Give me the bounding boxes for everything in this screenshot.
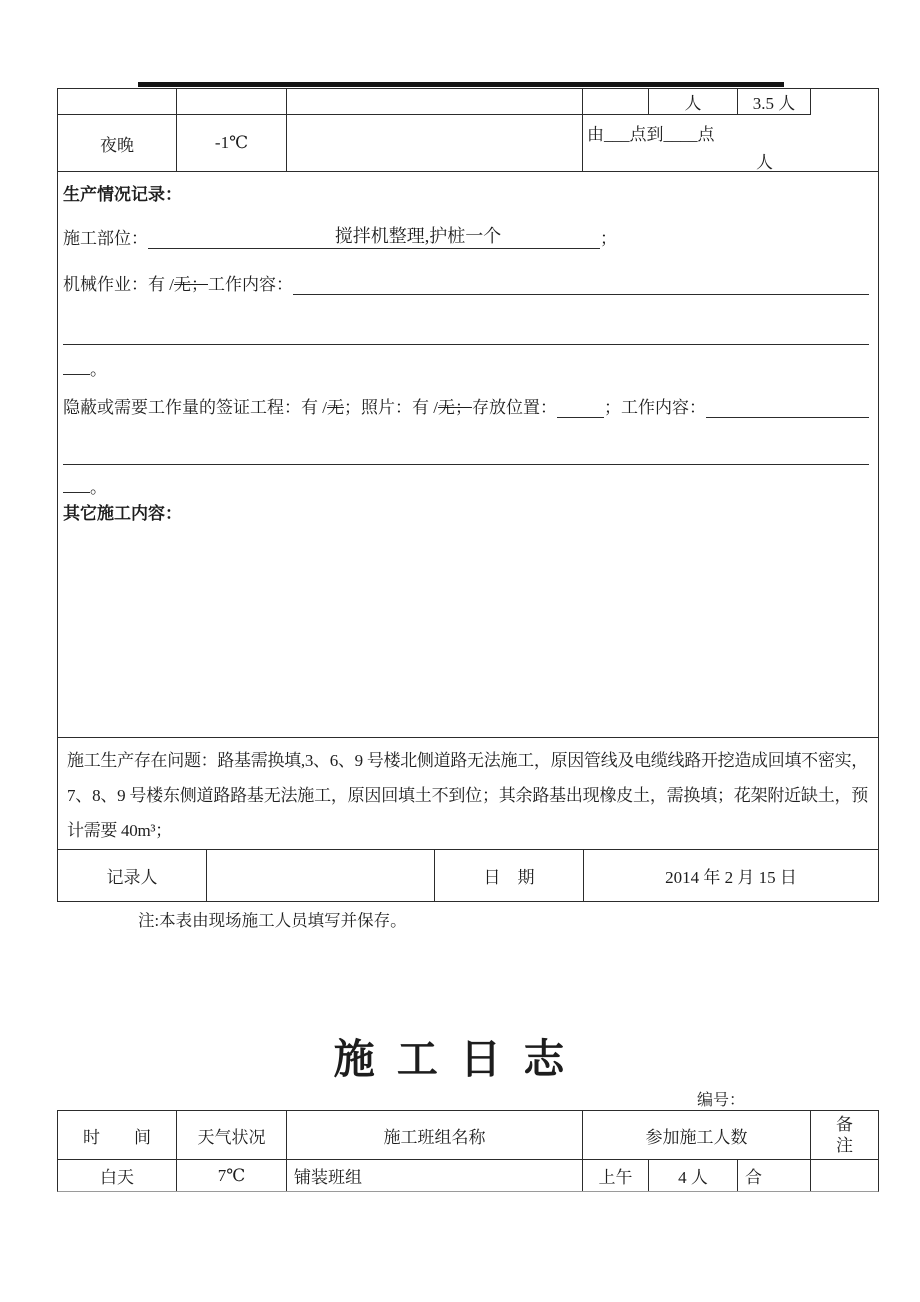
short-blank: [63, 359, 90, 375]
second-log-grid: [58, 1111, 878, 1191]
storage-blank: [557, 417, 604, 418]
machine-content-label: 工作内容：: [207, 275, 293, 294]
machine-content-blank: [293, 271, 869, 295]
production-problems-cell: 施工生产存在问题：路基需换填,3、6、9 号楼北侧道路无法施工，原因管线及电缆线路开挖造成回填不密实，7、8、9 号楼东侧道路路基无法施工，原因回填土不到位；其余路基出现橡皮土，需换填；花架附近缺土，预计需要 40m³；: [58, 738, 878, 850]
machine-work-line: [63, 272, 869, 295]
hidden-none-strikethrough: 无: [326, 398, 344, 417]
signature-row: [58, 850, 878, 901]
header-count-cell: 参加施工人数: [583, 1111, 811, 1160]
shift-time-blank: 由___点到____点: [587, 125, 715, 144]
hidden-work-line: [63, 396, 869, 418]
work-content-label: ；工作内容：: [603, 398, 706, 417]
cell-empty: [287, 115, 583, 172]
site-fill-in: 搅拌机整理,护桩一个: [148, 222, 600, 249]
cell-empty: [583, 89, 649, 115]
production-heading: 生产情况记录：: [63, 185, 182, 204]
cell-empty: [287, 89, 583, 115]
header-remark-cell: [811, 1111, 878, 1160]
blank-period-line: [63, 473, 107, 498]
production-record-section: [58, 172, 878, 738]
table-top-thick-border: [138, 82, 784, 87]
table-footnote: 注:本表由现场施工人员填写并保存。: [138, 911, 407, 930]
header-crew-cell: 施工班组名称: [287, 1111, 583, 1160]
machine-label: 机械作业：有 /: [63, 275, 174, 294]
continuation-rule: [63, 464, 869, 465]
photo-none-strikethrough: 无；: [437, 398, 472, 417]
night-label-cell: 夜晚: [58, 115, 177, 172]
total-label-cell: 合: [738, 1160, 811, 1191]
shift-person-unit: 人: [756, 153, 773, 172]
night-shift-cell: [583, 115, 811, 172]
worker-count-value-cell: 3.5 人: [738, 89, 811, 115]
date-value-cell: 2014 年 2 月 15 日: [665, 868, 797, 887]
machine-none-strikethrough: 无；: [173, 275, 208, 294]
morning-label-cell: 上午: [583, 1160, 649, 1191]
other-content-heading: 其它施工内容：: [63, 504, 182, 523]
cell-empty: [177, 89, 287, 115]
blank-period-line: [63, 355, 107, 380]
day-temperature-cell: 7℃: [177, 1160, 287, 1191]
site-label: 施工部位：: [63, 229, 148, 248]
daily-log-table: [57, 88, 879, 902]
log-sheet-title: 施 工 日 志: [333, 1036, 571, 1082]
storage-label: 存放位置：: [471, 398, 557, 417]
recorder-value-cell: [207, 850, 435, 901]
crew-name-cell: 铺装班组: [287, 1160, 583, 1191]
recorder-label-cell: 记录人: [58, 850, 207, 901]
day-label-cell: 白天: [58, 1160, 177, 1191]
hidden-label: 隐蔽或需要工作量的签证工程：有 /: [63, 398, 327, 417]
header-weather-cell: 天气状况: [177, 1111, 287, 1160]
worker-count-unit-cell: 人: [649, 89, 738, 115]
remark-label: 备注: [836, 1115, 853, 1155]
morning-count-cell: 4 人: [649, 1160, 738, 1191]
period: 。: [90, 478, 107, 497]
remark-value-cell: [811, 1160, 878, 1191]
photo-label: ；照片：有 /: [343, 398, 438, 417]
second-log-table: [57, 1110, 879, 1192]
short-blank: [63, 477, 90, 493]
work-content-blank: [706, 395, 869, 418]
weather-shift-table: [58, 89, 878, 172]
header-time-cell: 时 间: [58, 1111, 177, 1160]
period: 。: [90, 360, 107, 379]
continuation-rule: [63, 344, 869, 345]
serial-number-label: 编号：: [697, 1092, 746, 1109]
cell-empty: [58, 89, 177, 115]
site-semicolon: ；: [600, 229, 617, 248]
date-label-cell: 日 期: [435, 850, 584, 901]
remark-column-cell: [811, 89, 878, 172]
construction-site-line: [63, 222, 869, 249]
night-temperature-cell: -1℃: [177, 115, 287, 172]
